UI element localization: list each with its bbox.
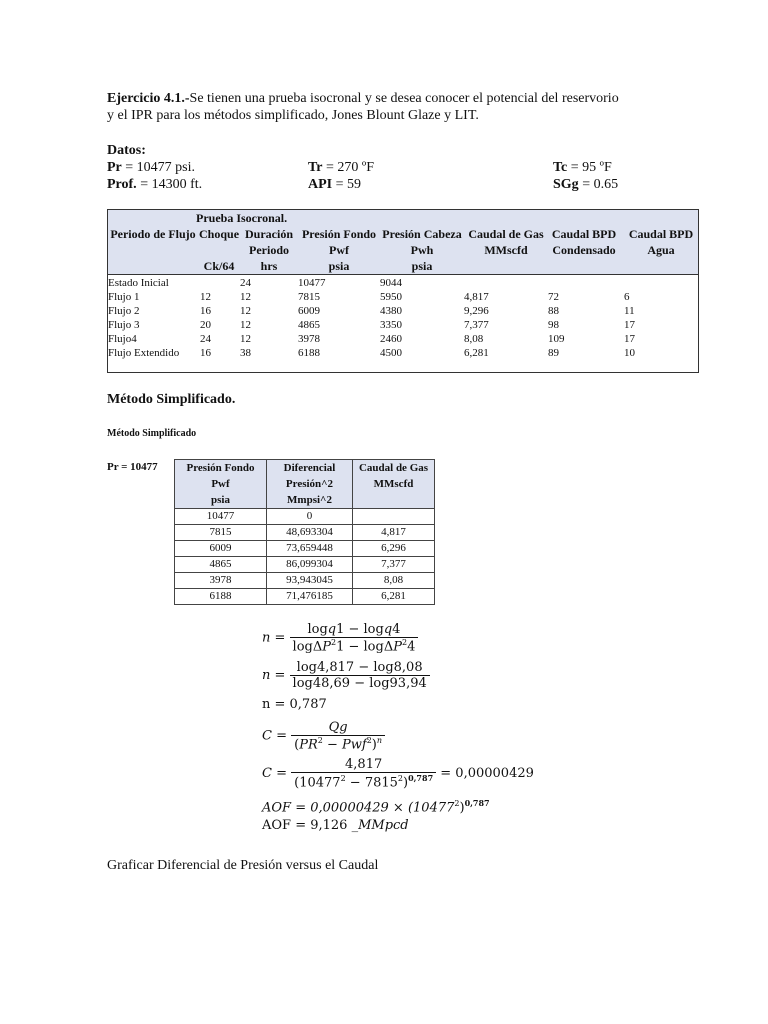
th-caudal-gas: Caudal de Gas [468,227,544,241]
equation-c-values: C = $\frac{4,817}{(10477^2 - 7815^2)^{0,787}}$ = 0,00000429 [262,757,534,791]
isochronal-table-divider [107,274,699,275]
th-presion-fondo-unit: psia [328,259,350,273]
table-row: 4865 86,099304 7,377 [175,557,435,573]
equation-aof-2: AOF = 9,126 _MMpcd [262,818,409,833]
table-row: 6188 71,476185 6,281 [175,589,435,605]
equation-c-formula: C = $\frac{Qg}{(PR^2 - Pwf^2)^n}$ [262,720,385,752]
equation-aof-1: AOF = $0,00000429 \times (10477^2)^{0,787}$ [262,798,490,816]
th-choque-unit: Ck/64 [203,259,235,273]
th-duracion: Duración [245,227,293,241]
th-presion-cabeza: Presión Cabeza [382,227,462,241]
table-row: 3978 93,943045 8,08 [175,573,435,589]
exercise-text: Se tienen una prueba isocronal y se desea conocer el potencial del reservorio [189,91,619,106]
datos-heading: Datos: [107,143,146,158]
simplified-table [174,459,435,605]
exercise-intro-line2: y el IPR para los métodos simplificado, Jones Blount Glaze y LIT. [107,108,479,123]
exercise-intro-line1 [107,90,619,108]
equation-c-result: = 0,00000429 [440,766,534,782]
datum-pr: Pr = 10477 psi. [107,160,195,175]
th-diferencial: Diferencial Presión^2 Mmpsi^2 [267,460,353,509]
exercise-title: Ejercicio 4.1.- [107,91,190,106]
table-row: Flujo4 24 12 3978 2460 8,08 109 17 [108,333,635,345]
th-caudal-condensado-2: Condensado [552,243,616,257]
equation-n-result: n = 0,787 [262,697,327,712]
th-choque: Choque [199,227,240,241]
th-presion-cabeza-unit: psia [411,259,433,273]
table-header-row [175,460,435,509]
th-periodo: Periodo de Flujo [110,227,196,241]
table2-pr-label: Pr = 10477 [107,461,158,473]
table-row: 10477 0 [175,509,435,525]
table-row: 6009 73,659448 6,296 [175,541,435,557]
th-presion-fondo: Presión Fondo [301,227,377,241]
th-presion-cabeza-2: Pwh [410,243,434,257]
table-row: Estado Inicial 24 10477 9044 [108,277,402,289]
table-row: Flujo 3 20 12 4865 3350 7,377 98 17 [108,319,635,331]
th-presion-fondo-2: Pwf [329,243,349,257]
th-caudal-agua: Caudal BPD [628,227,694,241]
th-caudal-condensado: Caudal BPD [551,227,617,241]
datum-tc: Tc = 95 ºF [553,160,612,175]
datum-sgg: SGg = 0.65 [553,177,619,192]
table-row: Flujo 1 12 12 7815 5950 4,817 72 6 [108,291,630,303]
table-row: Flujo 2 16 12 6009 4380 9,296 88 11 [108,305,635,317]
metodo-heading: Método Simplificado. [107,392,236,407]
th-duracion-2: Periodo [249,243,289,257]
th-pwf: Presión Fondo Pwf psia [175,460,267,509]
metodo-subheading: Método Simplificado [107,428,197,439]
equation-n-values: n = $\frac{\log 4,817 - \log 8,08}{\log 48,69 - \log 93,94}$ [262,660,430,691]
th-duracion-unit: hrs [260,259,278,273]
th-caudal-gas-2: MMscfd [484,243,528,257]
datum-api: API = 59 [308,177,362,192]
table-row: 7815 48,693304 4,817 [175,525,435,541]
th-caudal-agua-2: Agua [647,243,675,257]
datum-prof: Prof. = 14300 ft. [107,177,203,192]
footer-instruction: Graficar Diferencial de Presión versus el Caudal [107,858,379,873]
isochronal-table-body [107,276,699,360]
isochronal-table [107,276,699,360]
th-prueba-isocronal: Prueba Isocronal. [196,211,288,225]
table-row: Flujo Extendido 16 38 6188 4500 6,281 89 10 [108,347,635,359]
equation-n-formula: n = $\frac{\log q1 - \log q4}{\log\Delta P^21 - \log\Delta P^24}$ [262,622,418,654]
th-caudal: Caudal de Gas MMscfd [353,460,435,509]
datum-tr: Tr = 270 ºF [308,160,375,175]
